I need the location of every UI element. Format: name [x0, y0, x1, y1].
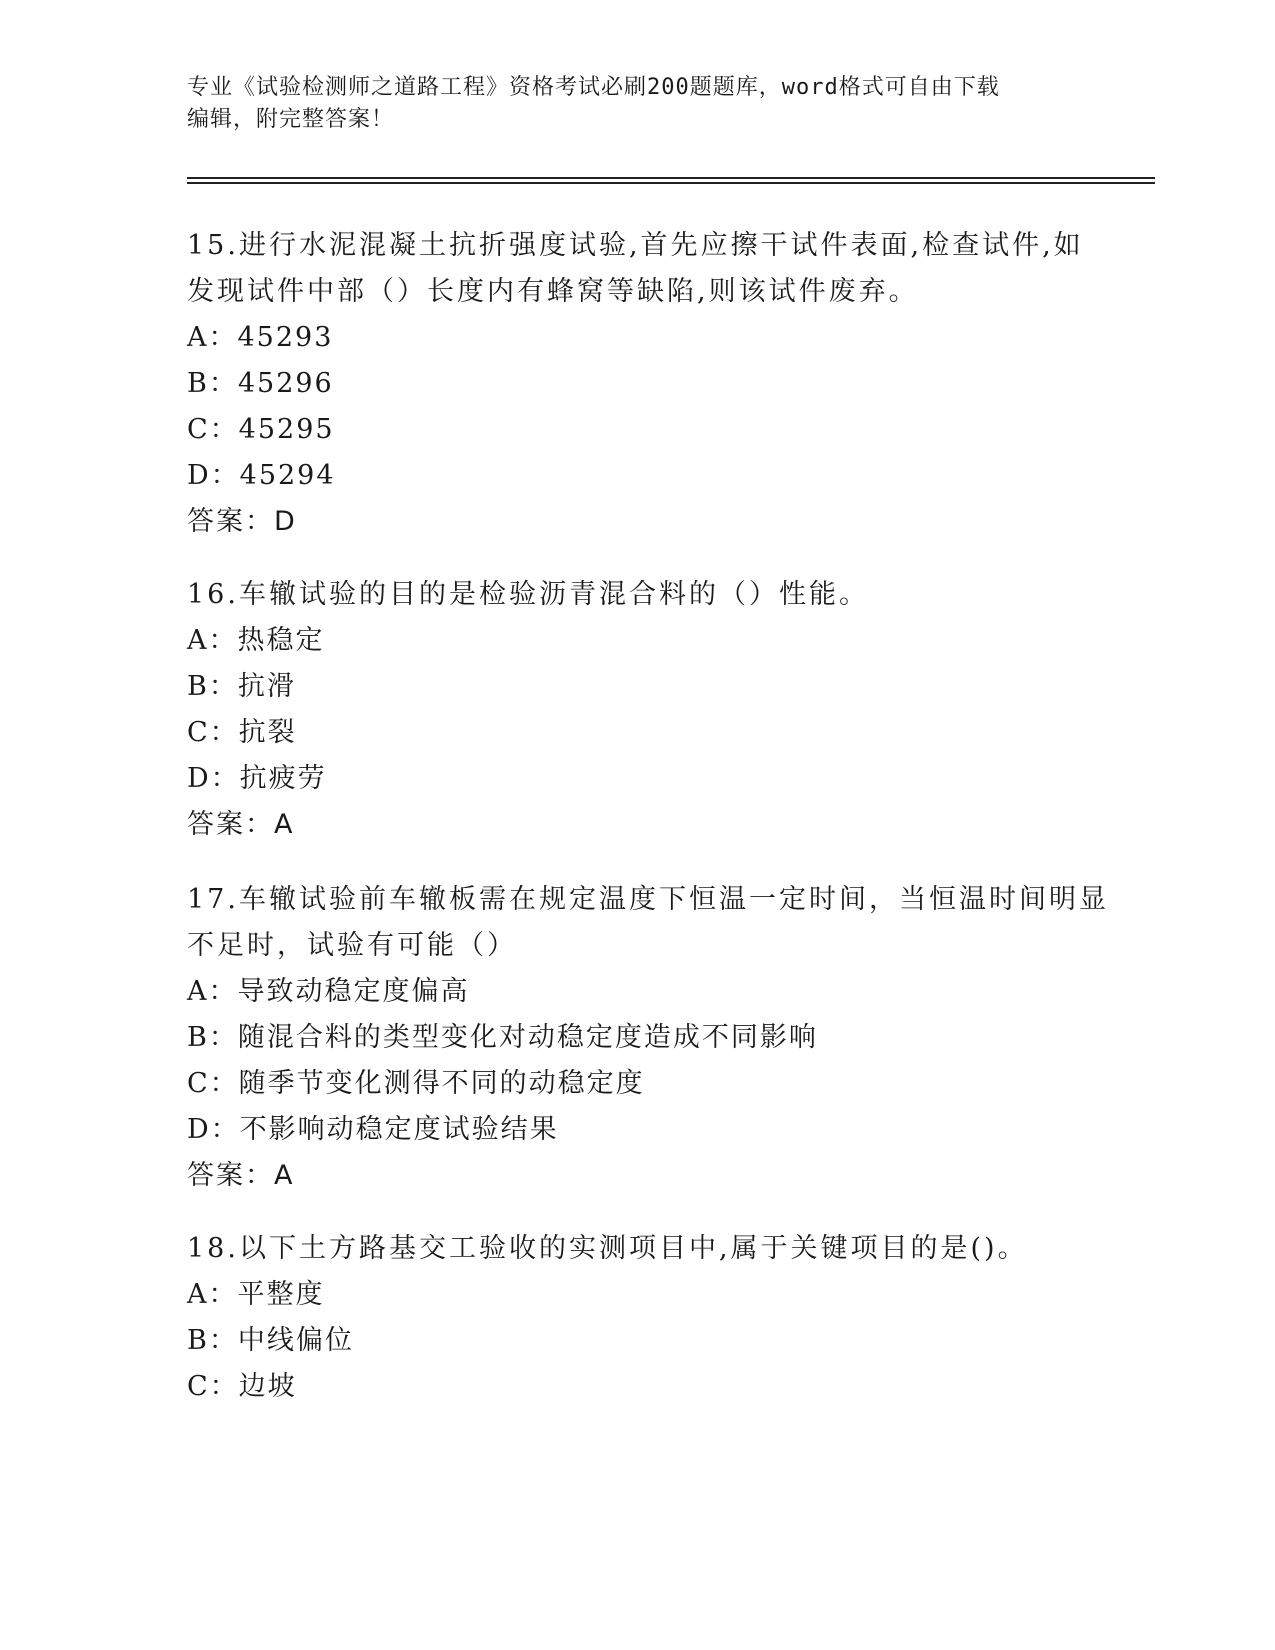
answer: 答案：D: [187, 506, 297, 537]
question-text: [187, 223, 1087, 315]
option-b: B：45296: [187, 368, 334, 399]
option-b: B：中线偏位: [187, 1325, 354, 1356]
option-b: B：抗滑: [187, 671, 296, 702]
answer: 答案：A: [187, 1160, 295, 1191]
question-text-line: 18.以下土方路基交工验收的实测项目中,属于关键项目的是()。: [187, 1233, 1028, 1264]
question-text-line: 不足时，试验有可能（）: [187, 930, 517, 961]
question-15: [187, 223, 1087, 545]
option-c: C：随季节变化测得不同的动稳定度: [187, 1068, 645, 1099]
question-text: [187, 1226, 1087, 1272]
option-a: A：导致动稳定度偏高: [187, 976, 470, 1007]
question-text: [187, 572, 1087, 618]
option-b: B：随混合料的类型变化对动稳定度造成不同影响: [187, 1022, 818, 1053]
question-text-line: 16.车辙试验的目的是检验沥青混合料的（）性能。: [187, 579, 869, 610]
header-line-1: 专业《试验检测师之道路工程》资格考试必刷200题题库，word格式可自由下载: [187, 75, 1000, 100]
option-d: D：不影响动稳定度试验结果: [187, 1114, 559, 1145]
option-a: A：平整度: [187, 1279, 325, 1310]
option-c: C：边坡: [187, 1371, 297, 1402]
question-text: [187, 877, 1109, 969]
answer: 答案：A: [187, 809, 295, 840]
header-rule-top: [187, 177, 1155, 179]
option-a: A：热稳定: [187, 625, 325, 656]
header-line-2: 编辑，附完整答案！: [187, 107, 395, 132]
question-text-line: 发现试件中部（）长度内有蜂窝等缺陷,则该试件废弃。: [187, 276, 919, 307]
option-c: C：45295: [187, 414, 335, 445]
option-d: D：抗疲劳: [187, 763, 327, 794]
question-text-line: 17.车辙试验前车辙板需在规定温度下恒温一定时间，当恒温时间明显: [187, 884, 1109, 915]
option-c: C：抗裂: [187, 717, 297, 748]
question-18: [187, 1226, 1087, 1410]
question-17: [187, 877, 1109, 1199]
option-d: D：45294: [187, 460, 336, 491]
header-rule-bottom: [187, 182, 1155, 184]
option-a: A：45293: [187, 322, 334, 353]
document-header: [187, 72, 1087, 136]
question-16: [187, 572, 1087, 848]
question-text-line: 15.进行水泥混凝土抗折强度试验,首先应擦干试件表面,检查试件,如: [187, 230, 1084, 261]
